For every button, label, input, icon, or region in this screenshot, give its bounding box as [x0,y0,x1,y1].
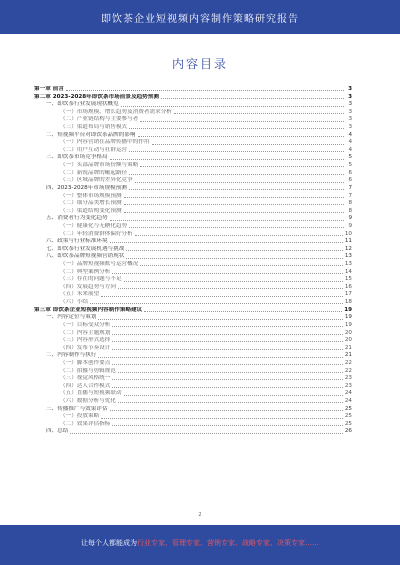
toc-entry[interactable] [34,307,352,315]
toc-entry[interactable] [34,368,352,376]
toc-entry-page: 3 [348,124,352,131]
toc-entry-label: （一）目标受众分析 [60,321,111,328]
toc-entry[interactable] [34,383,352,391]
toc-entry-page: 15 [344,276,352,283]
toc-entry-label: （三）渠道布局与销售模式 [60,124,128,131]
toc-entry-page: 4 [348,146,352,153]
toc-leader-dots [161,98,344,99]
toc-leader-dots [124,204,344,205]
toc-leader-dots [144,311,342,312]
toc-leader-dots [110,159,344,160]
toc-entry-page: 8 [348,207,352,214]
toc-entry-page: 25 [344,420,352,427]
toc-entry-page: 21 [344,352,352,359]
toc-entry[interactable] [34,231,352,239]
toc-entry-label: 第一章 前言 [34,86,64,92]
toc-leader-dots [112,425,343,426]
toc-entry-page: 21 [344,344,352,351]
toc-entry-label: 第三章 即饮茶企业短视频内容制作策略建议 [34,306,143,313]
toc-entry-label: （二）产业链结构与主要参与者 [60,116,139,123]
toc-leader-dots [112,273,343,274]
toc-entry[interactable] [34,200,352,208]
toc-entry-label: 三、即饮茶市场竞争格局 [46,154,108,161]
toc-entry[interactable] [34,299,352,307]
footer-highlight: 行业专家、管理专家、营销专家、战略专家、决策专家…… [137,539,319,547]
toc-leader-dots [112,341,343,342]
toc-leader-dots [118,402,343,403]
page-footer [0,525,400,565]
page-header [0,0,400,34]
toc-entry[interactable] [34,208,352,216]
toc-entry[interactable] [34,352,352,360]
toc-leader-dots [66,90,344,91]
toc-entry[interactable] [34,413,352,421]
page-number: 2 [198,512,202,518]
toc-entry-label: （一）投放策略 [60,413,100,420]
toc-entry-page: 5 [348,154,352,161]
toc-entry-page: 12 [344,245,352,252]
toc-entry[interactable] [34,109,352,117]
toc-leader-dots [129,128,344,129]
toc-leader-dots [124,212,344,213]
toc-entry-label: （三）渠道结构变化预测 [60,207,122,214]
toc-entry-label: （六）小结 [60,299,88,306]
toc-entry-page: 24 [344,390,352,397]
toc-entry-page: 26 [344,428,352,435]
toc-entry-page: 3 [348,86,352,92]
toc-leader-dots [121,106,344,107]
toc-entry-label: （二）拍摄与剪辑规范 [60,367,116,374]
toc-entry[interactable] [34,390,352,398]
toc-entry-page: 11 [344,238,352,245]
toc-entry-page: 3 [348,116,352,123]
toc-leader-dots [112,379,343,380]
toc-entry[interactable] [34,177,352,185]
toc-entry[interactable] [34,162,352,170]
toc-entry-label: 第二章 2023-2028年即饮茶市场前景及趋势预测 [34,93,159,100]
toc-entry-page: 24 [344,397,352,404]
toc-entry-page: 23 [344,382,352,389]
toc-entry-page: 10 [344,230,352,237]
toc-entry-label: 四、2023-2028年市场规模预测 [46,184,127,191]
toc-entry[interactable] [34,322,352,330]
toc-entry[interactable] [34,116,352,124]
toc-entry[interactable] [34,284,352,292]
toc-entry-page: 13 [344,261,352,268]
toc-entry-label: （三）视觉风格统一 [60,375,111,382]
toc-entry-label: （四）发展趋势与方向 [60,283,116,290]
toc-entry-label: （三）区域品牌的差异化竞争 [60,177,133,184]
toc-leader-dots [101,296,343,297]
toc-entry-page: 4 [348,139,352,146]
toc-entry-label: （一）脚本创作要点 [60,359,111,366]
toc-entry-page: 23 [344,375,352,382]
toc-entry[interactable] [34,253,352,261]
toc-leader-dots [110,220,344,221]
toc-entry[interactable] [34,345,352,353]
toc-entry-label: 八、即饮茶品牌短视频营销现状 [46,253,125,260]
toc-leader-dots [112,349,343,350]
toc-entry-page: 19 [344,314,352,321]
toc-entry[interactable] [34,398,352,406]
toc-entry[interactable] [34,291,352,299]
toc-entry[interactable] [34,139,352,147]
toc-entry-label: （四）发布节奏设计 [60,344,111,351]
toc-entry-label: 七、即饮茶行业发展机遇与挑战 [46,245,125,252]
toc-leader-dots [126,258,343,259]
toc-leader-dots [98,357,343,358]
toc-entry[interactable] [34,261,352,269]
toc-entry[interactable] [34,223,352,231]
report-title: 即饮茶企业短视频内容制作策略研究报告 [101,14,299,25]
toc-leader-dots [124,395,343,396]
footer-slogan [0,538,400,548]
toc-leader-dots [118,372,343,373]
toc-entry-label: （六）数据分析与优化 [60,397,116,404]
toc-entry[interactable] [34,269,352,277]
toc-leader-dots [90,303,343,304]
toc-entry[interactable] [34,238,352,246]
toc-entry-label: （一）市场规模、增长趋势及消费者需求分析 [60,108,172,115]
toc-leader-dots [140,121,344,122]
footer-prefix: 让每个人都能成为 [81,539,137,547]
toc-entry-label: （一）健康化与无糖化趋势 [60,222,128,229]
toc-leader-dots [112,326,343,327]
toc-entry-page: 19 [344,306,352,313]
toc-leader-dots [129,174,344,175]
toc-entry-page: 3 [348,108,352,115]
toc-leader-dots [140,166,344,167]
toc-leader-dots [70,433,342,434]
toc-entry[interactable] [34,360,352,368]
toc-entry-label: （三）存在的问题与不足 [60,276,122,283]
toc-leader-dots [124,197,344,198]
toc-leader-dots [129,227,344,228]
toc-entry-page: 3 [348,101,352,108]
table-of-contents [34,86,352,436]
toc-entry-page: 22 [344,359,352,366]
toc-entry-page: 6 [348,169,352,176]
toc-entry-page: 25 [344,405,352,412]
toc-entry-label: （二）用户互动与社群运营 [60,146,128,153]
toc-entry[interactable] [34,276,352,284]
toc-leader-dots [118,288,343,289]
toc-entry-label: （二）内容主题规划 [60,329,111,336]
toc-entry-page: 19 [344,321,352,328]
toc-entry[interactable] [34,337,352,345]
toc-entry-label: （四）达人合作模式 [60,382,111,389]
toc-title: 内容目录 [171,57,228,71]
toc-entry-label: 六、政策与行业标准环境 [46,238,108,245]
toc-entry-page: 7 [348,184,352,191]
toc-entry-page: 7 [348,192,352,199]
toc-leader-dots [135,235,343,236]
toc-entry-label: 四、总结 [46,428,69,435]
toc-leader-dots [129,189,344,190]
toc-entry-page: 14 [344,268,352,275]
toc-entry[interactable] [34,154,352,162]
toc-entry-label: 一、即饮茶行业发展现状概览 [46,101,119,108]
toc-leader-dots [98,319,343,320]
toc-entry-page: 17 [344,291,352,298]
toc-entry[interactable] [34,215,352,223]
toc-entry-label: （二）效果评估指标 [60,420,111,427]
toc-entry-label: （一）内容营销在品牌传播中的作用 [60,139,150,146]
toc-leader-dots [101,418,343,419]
toc-entry-page: 25 [344,413,352,420]
toc-leader-dots [152,144,344,145]
toc-entry[interactable] [34,314,352,322]
toc-entry-page: 20 [344,329,352,336]
toc-entry-label: （五）直播与短视频联动 [60,390,122,397]
toc-leader-dots [112,364,343,365]
toc-entry[interactable] [34,193,352,201]
toc-entry[interactable] [34,428,352,436]
toc-entry-page: 9 [348,215,352,222]
toc-entry-label: （一）品牌短视频账号运营概况 [60,261,139,268]
toc-entry-page: 13 [344,253,352,260]
toc-leader-dots [110,242,343,243]
toc-entry-page: 8 [348,200,352,207]
toc-entry[interactable] [34,170,352,178]
toc-leader-dots [124,281,343,282]
toc-entry-label: （一）头部品牌市场份额与策略 [60,162,139,169]
toc-entry-page: 4 [348,131,352,138]
toc-entry[interactable] [34,94,352,102]
toc-entry[interactable] [34,375,352,383]
toc-entry[interactable] [34,246,352,254]
toc-entry-page: 6 [348,177,352,184]
toc-leader-dots [112,334,343,335]
toc-entry[interactable] [34,421,352,429]
toc-leader-dots [138,136,344,137]
toc-entry[interactable] [34,86,352,94]
toc-entry-page: 9 [348,222,352,229]
toc-leader-dots [135,182,344,183]
toc-leader-dots [110,410,343,411]
toc-leader-dots [129,151,344,152]
toc-entry[interactable] [34,330,352,338]
toc-entry-page: 5 [348,162,352,169]
toc-entry-label: （二）年轻消费群体偏好分析 [60,230,133,237]
toc-entry[interactable] [34,147,352,155]
toc-entry[interactable] [34,132,352,140]
toc-entry-page: 20 [344,337,352,344]
toc-entry[interactable] [34,101,352,109]
toc-leader-dots [126,250,343,251]
toc-entry[interactable] [34,185,352,193]
toc-leader-dots [112,387,343,388]
toc-entry-label: （二）细分品类增长预测 [60,200,122,207]
toc-entry-label: 二、短视频平台对即饮茶品牌的影响 [46,131,136,138]
toc-entry-label: （三）内容形式选择 [60,337,111,344]
toc-entry-page: 3 [348,93,352,100]
toc-entry-label: 三、传播推广与效果评估 [46,405,108,412]
toc-entry-label: （二）典型案例分析 [60,268,111,275]
toc-entry-page: 18 [344,299,352,306]
toc-leader-dots [140,265,343,266]
toc-entry-label: （五）未来展望 [60,291,100,298]
toc-leader-dots [174,113,344,114]
toc-entry-label: 一、内容定位与策划 [46,314,97,321]
toc-entry[interactable] [34,124,352,132]
toc-entry-label: 二、内容制作与执行 [46,352,97,359]
toc-entry-label: （二）新锐品牌的崛起路径 [60,169,128,176]
toc-entry-label: （一）整体市场规模预测 [60,192,122,199]
toc-entry[interactable] [34,406,352,414]
toc-entry-page: 16 [344,283,352,290]
toc-entry-page: 22 [344,367,352,374]
toc-entry-label: 五、消费者行为变化趋势 [46,215,108,222]
